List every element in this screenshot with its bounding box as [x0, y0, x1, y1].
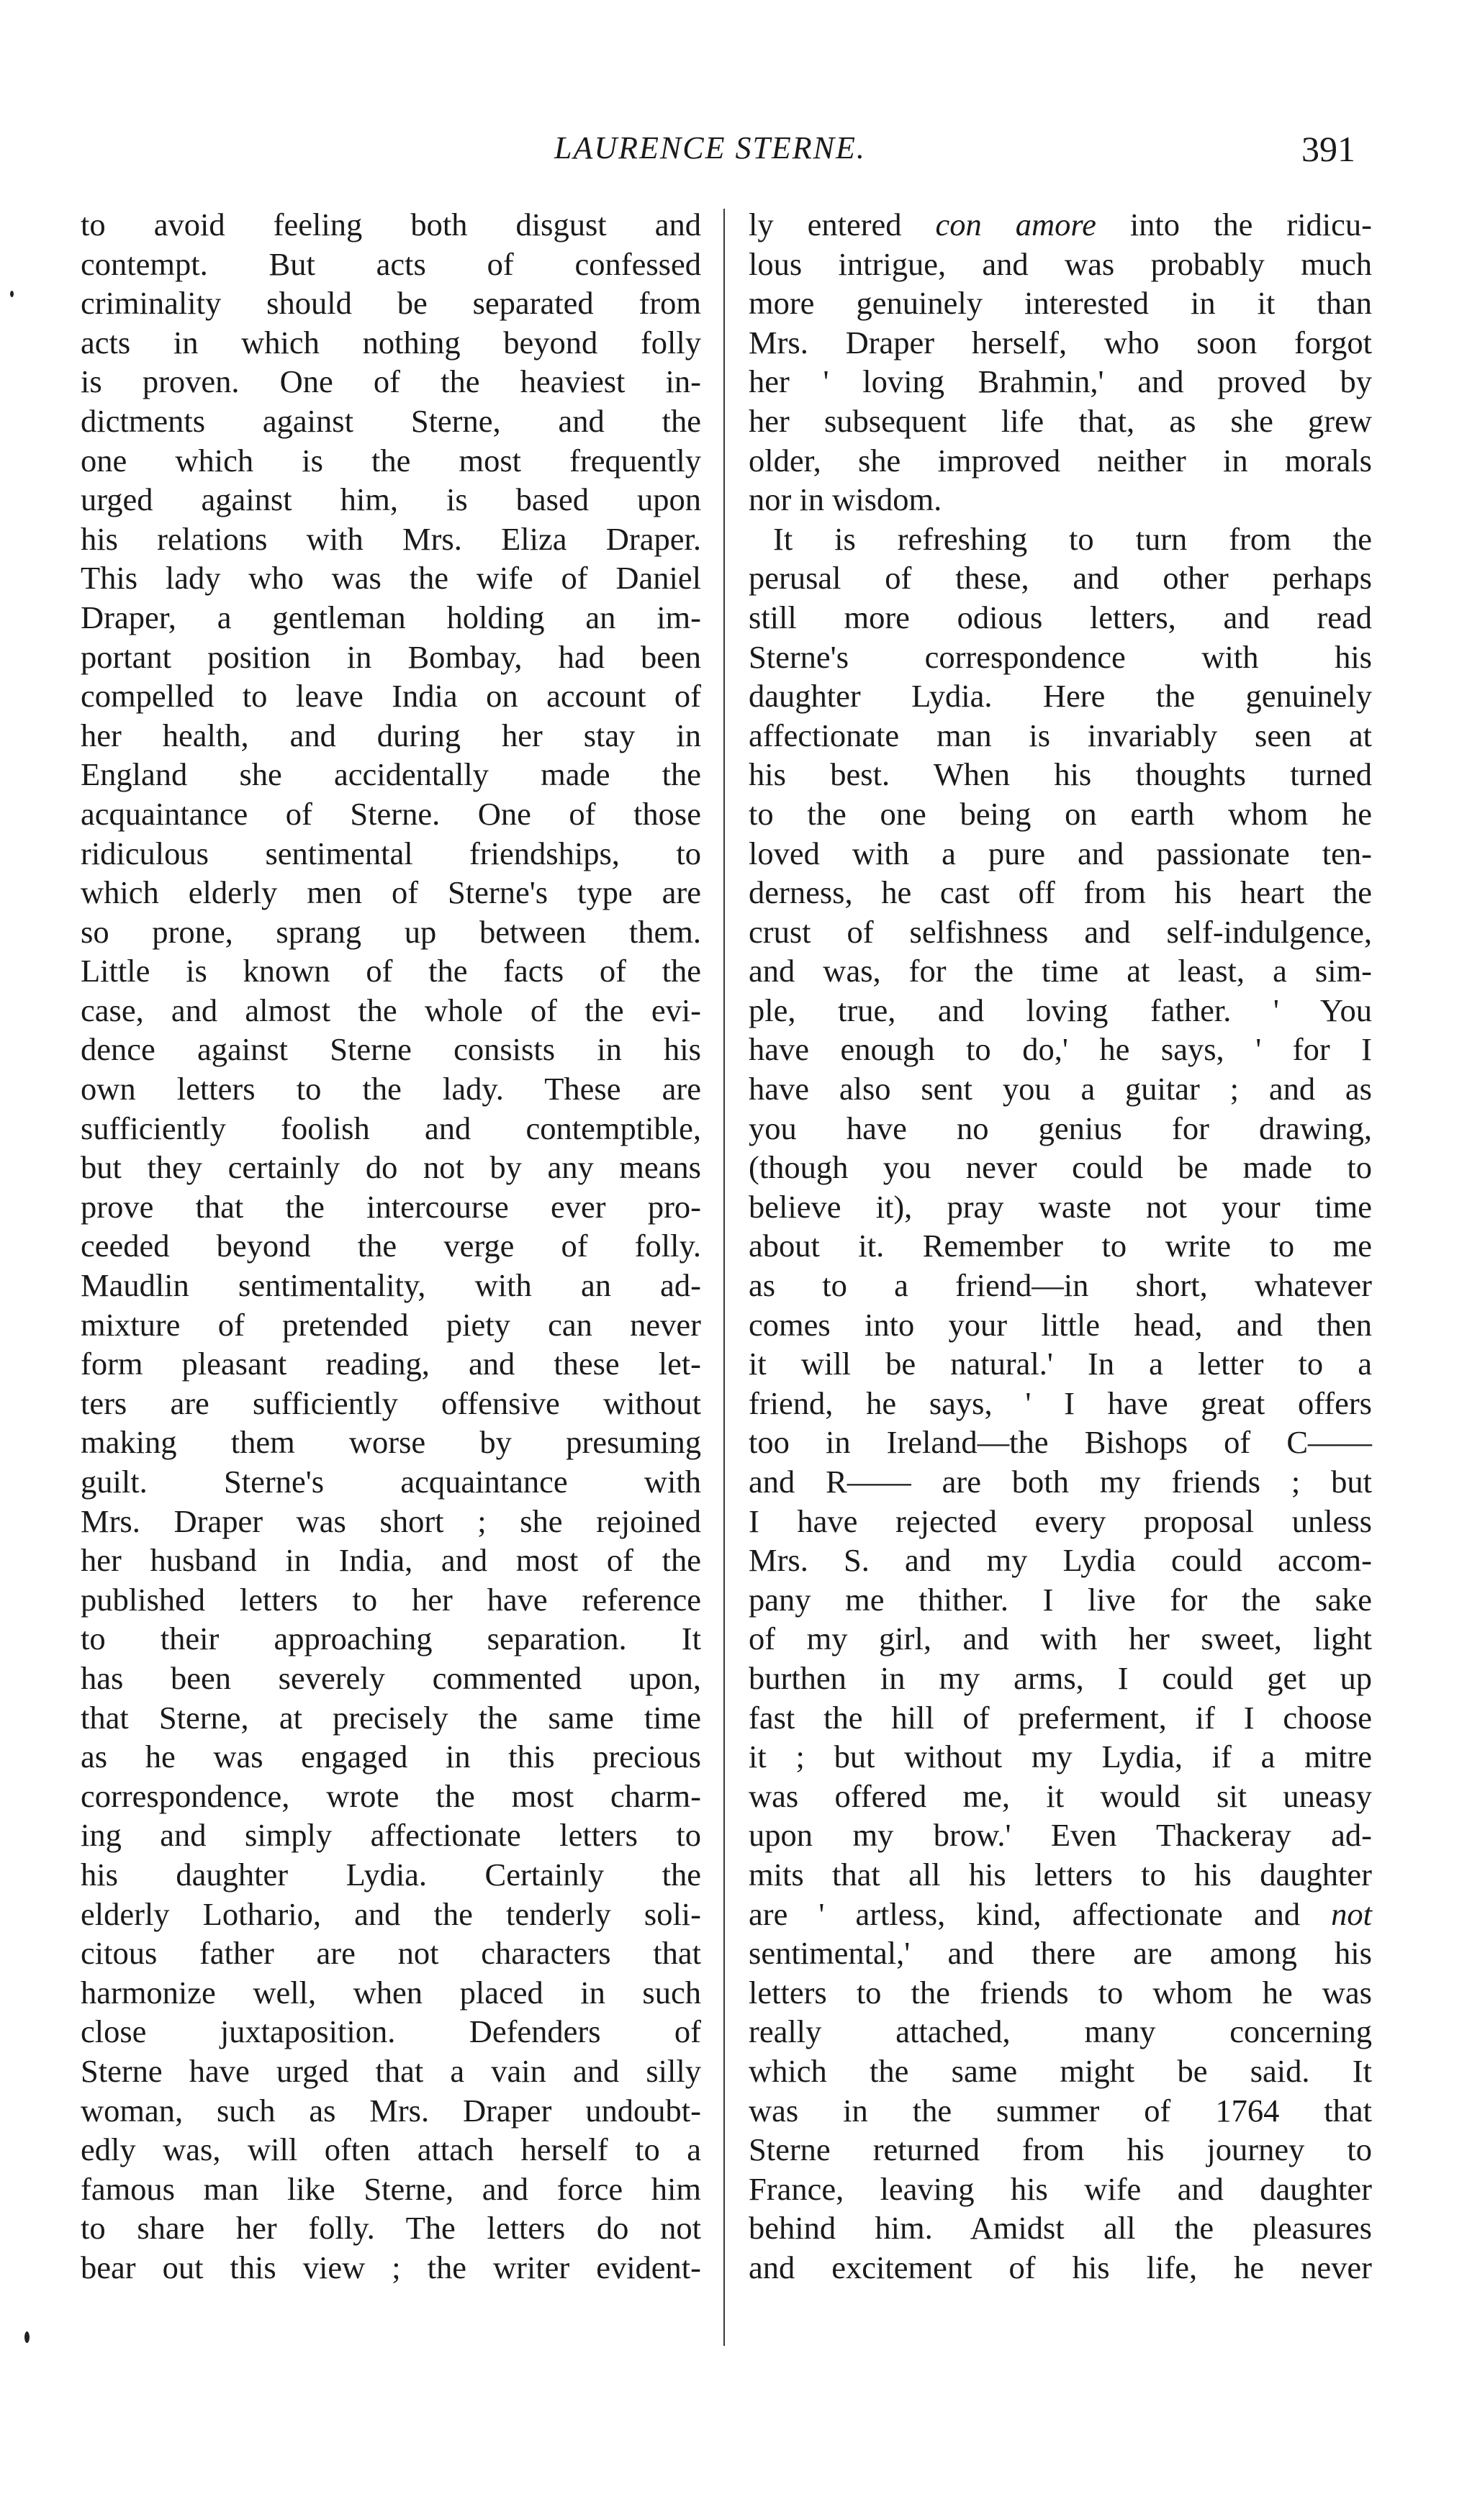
running-title: LAURENCE STERNE. [554, 130, 866, 166]
text-line: you have no genius for drawing, [749, 1110, 1372, 1146]
text-line: portant position in Bombay, had been [81, 638, 701, 675]
text-line: making them worse by presuming [81, 1424, 701, 1461]
right-text-column [749, 205, 1372, 2287]
text-line: Sterne's correspondence with his [749, 638, 1372, 675]
text-line: acts in which nothing beyond folly [81, 324, 701, 361]
text-line: it ; but without my Lydia, if a mitre [749, 1739, 1372, 1775]
text-line: affectionate man is invariably seen at [749, 717, 1372, 753]
text-line: edly was, will often attach herself to a [81, 2131, 701, 2168]
text-line: correspondence, wrote the most charm- [81, 1777, 701, 1814]
text-line: France, leaving his wife and daughter [749, 2170, 1372, 2207]
text-line: mits that all his letters to his daughter [749, 1856, 1372, 1893]
ink-speck [10, 291, 14, 297]
text-line: case, and almost the whole of the evi- [81, 992, 701, 1028]
text-line: loved with a pure and passionate ten- [749, 835, 1372, 871]
text-line: Sterne returned from his journey to [749, 2131, 1372, 2168]
text-line: older, she improved neither in morals [749, 442, 1372, 479]
text-line: is proven. One of the heaviest in- [81, 363, 701, 400]
text-line: It is refreshing to turn from the [773, 520, 1372, 557]
text-line: upon my brow.' Even Thackeray ad- [749, 1817, 1372, 1854]
text-line: This lady who was the wife of Daniel [81, 560, 701, 597]
text-line: famous man like Sterne, and force him [81, 2170, 701, 2207]
text-line: urged against him, is based upon [81, 481, 701, 518]
text-line: ters are sufficiently offensive without [81, 1384, 701, 1421]
text-line: of my girl, and with her sweet, light [749, 1621, 1372, 1657]
text-line: her husband in India, and most of the [81, 1542, 701, 1579]
text-line: close juxtaposition. Defenders of [81, 2013, 701, 2050]
text-line: Sterne have urged that a vain and silly [81, 2052, 701, 2089]
text-line: and R—— are both my friends ; but [749, 1464, 1372, 1500]
text-line: criminality should be separated from [81, 285, 701, 322]
text-line: crust of selfishness and self-indulgence, [749, 913, 1372, 950]
text-line: which elderly men of Sterne's type are [81, 874, 701, 911]
text-line: to their approaching separation. It [81, 1621, 701, 1657]
text-line: acquaintance of Sterne. One of those [81, 795, 701, 832]
text-line: nor in wisdom. [749, 481, 942, 518]
text-line: to avoid feeling both disgust and [81, 207, 701, 243]
text-line: ceeded beyond the verge of folly. [81, 1228, 701, 1264]
text-line: mixture of pretended piety can never [81, 1306, 701, 1343]
text-line: ing and simply affectionate letters to [81, 1817, 701, 1854]
text-line: have enough to do,' he says, ' for I [749, 1031, 1372, 1068]
text-line: her ' loving Brahmin,' and proved by [749, 363, 1372, 400]
text-line: but they certainly do not by any means [81, 1149, 701, 1186]
text-line: published letters to her have reference [81, 1581, 701, 1618]
text-line: Maudlin sentimentality, with an ad- [81, 1267, 701, 1304]
text-line: derness, he cast off from his heart the [749, 874, 1372, 911]
text-line: Mrs. Draper was short ; she rejoined [81, 1503, 701, 1539]
text-line: friend, he says, ' I have great offers [749, 1384, 1372, 1421]
text-line: has been severely commented upon, [81, 1659, 701, 1696]
text-line: England she accidentally made the [81, 756, 701, 793]
ink-speck [24, 2331, 30, 2343]
text-line: perusal of these, and other perhaps [749, 560, 1372, 597]
text-line: his relations with Mrs. Eliza Draper. [81, 520, 701, 557]
text-line: own letters to the lady. These are [81, 1071, 701, 1107]
text-line: have also sent you a guitar ; and as [749, 1071, 1372, 1107]
text-line: compelled to leave India on account of [81, 678, 701, 715]
text-line: believe it), pray waste not your time [749, 1188, 1372, 1225]
text-line: ly entered con amore into the ridicu- [749, 207, 1372, 243]
text-line: as to a friend—in short, whatever [749, 1267, 1372, 1304]
text-line: ridiculous sentimental friendships, to [81, 835, 701, 871]
text-line: comes into your little head, and then [749, 1306, 1372, 1343]
text-line: her health, and during her stay in [81, 717, 701, 753]
text-line: bear out this view ; the writer evident- [81, 2249, 701, 2285]
text-line: her subsequent life that, as she grew [749, 402, 1372, 439]
text-line: sentimental,' and there are among his [749, 1935, 1372, 1972]
text-line: really attached, many concerning [749, 2013, 1372, 2050]
text-line: dence against Sterne consists in his [81, 1031, 701, 1068]
text-line: Little is known of the facts of the [81, 953, 701, 989]
text-line: guilt. Sterne's acquaintance with [81, 1464, 701, 1500]
text-line: daughter Lydia. Here the genuinely [749, 678, 1372, 715]
text-line: more genuinely interested in it than [749, 285, 1372, 322]
text-line: too in Ireland—the Bishops of C—— [749, 1424, 1372, 1461]
text-line: his best. When his thoughts turned [749, 756, 1372, 793]
text-line: harmonize well, when placed in such [81, 1974, 701, 2011]
text-line: dictments against Sterne, and the [81, 402, 701, 439]
text-line: (though you never could be made to [749, 1149, 1372, 1186]
text-line: Mrs. S. and my Lydia could accom- [749, 1542, 1372, 1579]
text-line: that Sterne, at precisely the same time [81, 1699, 701, 1736]
text-line: are ' artless, kind, affectionate and not [749, 1895, 1372, 1932]
column-divider [723, 209, 725, 2346]
text-line: letters to the friends to whom he was [749, 1974, 1372, 2011]
text-line: so prone, sprang up between them. [81, 913, 701, 950]
text-line: elderly Lothario, and the tenderly soli- [81, 1895, 701, 1932]
text-line: and was, for the time at least, a sim- [749, 953, 1372, 989]
text-line: sufficiently foolish and contemptible, [81, 1110, 701, 1146]
text-line: to the one being on earth whom he [749, 795, 1372, 832]
text-line: which the same might be said. It [749, 2052, 1372, 2089]
text-line: still more odious letters, and read [749, 599, 1372, 635]
text-line: woman, such as Mrs. Draper undoubt- [81, 2092, 701, 2129]
text-line: ple, true, and loving father. ' You [749, 992, 1372, 1028]
text-line: pany me thither. I live for the sake [749, 1581, 1372, 1618]
text-line: about it. Remember to write to me [749, 1228, 1372, 1264]
text-line: prove that the intercourse ever pro- [81, 1188, 701, 1225]
text-line: as he was engaged in this precious [81, 1739, 701, 1775]
text-line: to share her folly. The letters do not [81, 2210, 701, 2247]
text-line: burthen in my arms, I could get up [749, 1659, 1372, 1696]
text-line: was offered me, it would sit uneasy [749, 1777, 1372, 1814]
text-line: and excitement of his life, he never [749, 2249, 1372, 2285]
text-line: his daughter Lydia. Certainly the [81, 1856, 701, 1893]
text-line: citous father are not characters that [81, 1935, 701, 1972]
text-line: one which is the most frequently [81, 442, 701, 479]
page-number: 391 [1301, 129, 1355, 169]
text-line: contempt. But acts of confessed [81, 245, 701, 282]
text-line: form pleasant reading, and these let- [81, 1346, 701, 1382]
text-line: I have rejected every proposal unless [749, 1503, 1372, 1539]
text-line: it will be natural.' In a letter to a [749, 1346, 1372, 1382]
text-line: was in the summer of 1764 that [749, 2092, 1372, 2129]
left-text-column [81, 205, 701, 2287]
text-line: fast the hill of preferment, if I choose [749, 1699, 1372, 1736]
text-line: Mrs. Draper herself, who soon forgot [749, 324, 1372, 361]
text-line: behind him. Amidst all the pleasures [749, 2210, 1372, 2247]
text-line: lous intrigue, and was probably much [749, 245, 1372, 282]
text-line: Draper, a gentleman holding an im- [81, 599, 701, 635]
